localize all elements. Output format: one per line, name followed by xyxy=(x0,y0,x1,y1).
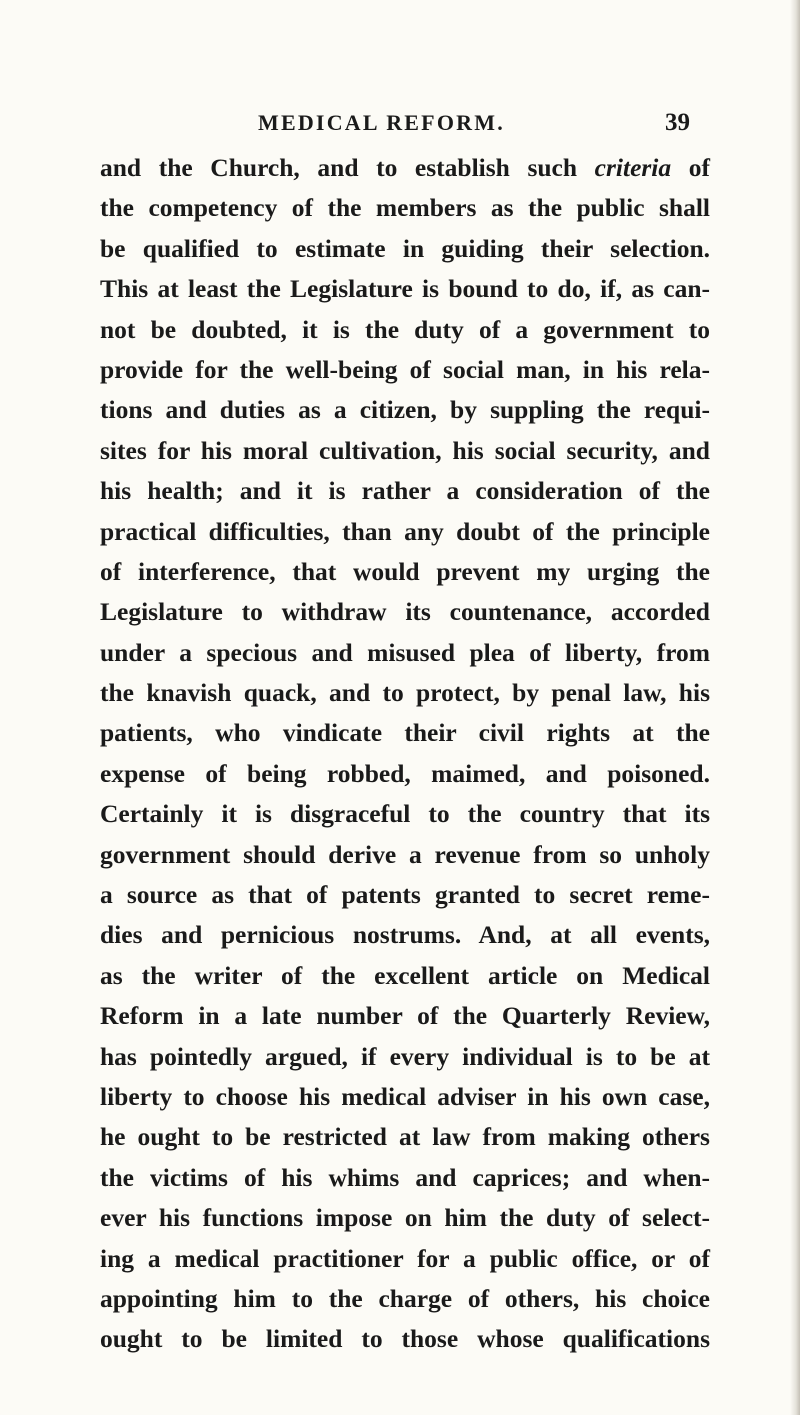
text-line: tions and duties as a citizen, by suppling the requi- xyxy=(100,395,710,425)
text-line: the knavish quack, and to protect, by penal law, his xyxy=(100,678,710,708)
text-line: he ought to be restricted at law from making others xyxy=(100,1122,710,1152)
text-line: ever his functions impose on him the duty of select- xyxy=(100,1203,710,1233)
text-line: practical difficulties, than any doubt of the principle xyxy=(100,516,710,546)
text-segment: of xyxy=(688,153,710,182)
body-text xyxy=(100,148,710,1360)
text-line: liberty to choose his medical adviser in his own case, xyxy=(100,1081,710,1111)
text-line: dies and pernicious nostrums. And, at all events, xyxy=(100,920,710,950)
emphasized-word: criteria xyxy=(594,153,672,182)
text-segment: and the Church, and to establish such xyxy=(100,153,578,182)
text-line: sites for his moral cultivation, his social security, and xyxy=(100,435,710,465)
text-line: ought to be limited to those whose qualifications xyxy=(100,1324,710,1354)
text-line: Legislature to withdraw its countenance, accorded xyxy=(100,597,710,627)
text-line: government should derive a revenue from so unholy xyxy=(100,839,710,869)
text-line: be qualified to estimate in guiding their selection. xyxy=(100,233,710,263)
running-head xyxy=(160,103,690,143)
text-line: of interference, that would prevent my urging the xyxy=(100,556,710,586)
text-line: a source as that of patents granted to secret reme- xyxy=(100,880,710,910)
text-line: under a specious and misused plea of liberty, from xyxy=(100,637,710,667)
text-line: as the writer of the excellent article on Medical xyxy=(100,960,710,990)
text-line: Reform in a late number of the Quarterly Review, xyxy=(100,1001,710,1031)
text-line: This at least the Legislature is bound to do, if, as can- xyxy=(100,274,710,304)
text-line xyxy=(100,148,710,188)
running-title: MEDICAL REFORM. xyxy=(258,110,505,135)
page-edge-shadow xyxy=(790,0,800,1415)
text-line: his health; and it is rather a consideration of the xyxy=(100,476,710,506)
text-line: the competency of the members as the public shall xyxy=(100,193,710,223)
text-line: appointing him to the charge of others, his choice xyxy=(100,1283,710,1313)
text-line: expense of being robbed, maimed, and poisoned. xyxy=(100,758,710,788)
text-line: ing a medical practitioner for a public office, or of xyxy=(100,1243,710,1273)
text-line: not be doubted, it is the duty of a government to xyxy=(100,314,710,344)
text-line: Certainly it is disgraceful to the country that its xyxy=(100,799,710,829)
text-line: patients, who vindicate their civil rights at the xyxy=(100,718,710,748)
text-line: has pointedly argued, if every individual is to be at xyxy=(100,1041,710,1071)
text-line: provide for the well-being of social man, in his rela- xyxy=(100,354,710,384)
page-number: 39 xyxy=(665,109,690,136)
text-line: the victims of his whims and caprices; and when- xyxy=(100,1162,710,1192)
